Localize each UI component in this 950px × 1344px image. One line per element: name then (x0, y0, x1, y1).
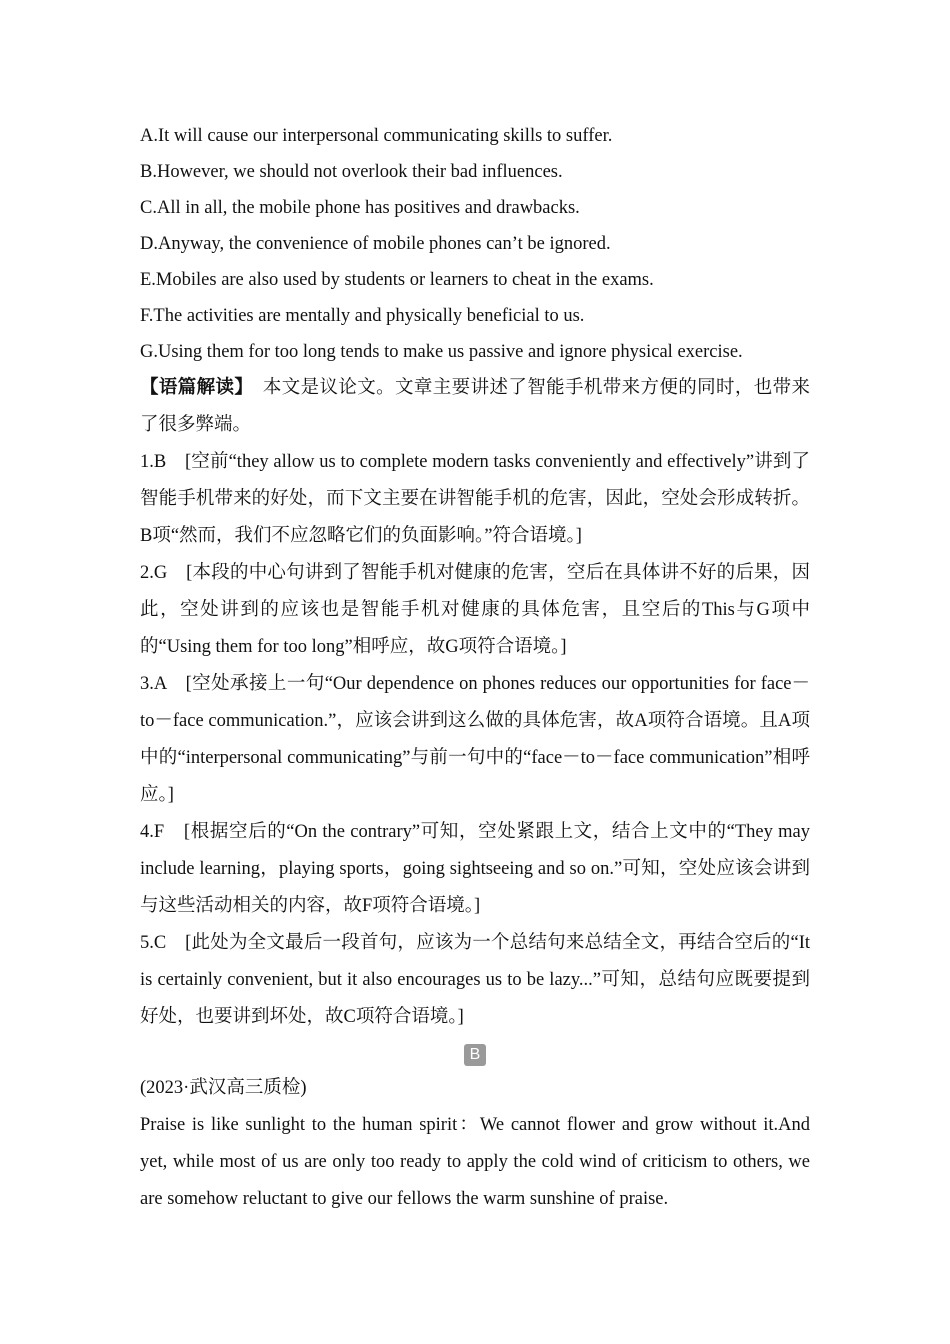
option-a: A.It will cause our interpersonal communicating skills to suffer. (140, 126, 613, 146)
answer-4: 4.F [根据空后的“On the contrary”可知，空处紧跟上文，结合上文中的“They may include learning，playing sports，going sightseeing and so on.”可知，空处应该会讲到与这些活动相关的内容，故F项符合语境。] (140, 822, 810, 916)
answer-1: 1.B [空前“they allow us to complete modern tasks conveniently and effectively”讲到了智能手机带来的好处，而下文主要在讲智能手机的危害，因此，空处会形成转折。B项“然而，我们不应忽略它们的负面影响。”符合语境。] (140, 452, 810, 546)
document-page (140, 118, 810, 1218)
section-badge: B (464, 1044, 486, 1066)
option-g: G.Using them for too long tends to make us passive and ignore physical exercise. (140, 342, 743, 362)
answer-2: 2.G [本段的中心句讲到了智能手机对健康的危害，空后在具体讲不好的后果，因此，空处讲到的应该也是智能手机对健康的具体危害，且空后的This与G项中的“Using them for too long”相呼应，故G项符合语境。] (140, 563, 810, 657)
analysis-text: 本文是议论文。文章主要讲述了智能手机带来方便的同时，也带来了很多弊端。 (140, 378, 810, 435)
option-d: D.Anyway, the convenience of mobile phones can’t be ignored. (140, 234, 611, 254)
passage-source: (2023·武汉高三质检) (140, 1078, 307, 1098)
option-b: B.However, we should not overlook their bad influences. (140, 162, 563, 182)
answer-5: 5.C [此处为全文最后一段首句，应该为一个总结句来总结全文，再结合空后的“It is certainly convenient, but it also encourages us to be lazy...”可知，总结句应既要提到好处，也要讲到坏处，故C项符合语境。] (140, 933, 810, 1027)
section-marker (140, 1036, 810, 1070)
option-e: E.Mobiles are also used by students or learners to cheat in the exams. (140, 270, 654, 290)
discourse-analysis (140, 370, 810, 444)
passage-text: Praise is like sunlight to the human spirit：We cannot flower and grow without it.And yet, while most of us are only too ready to apply the cold wind of criticism to others, we are somehow reluctant to give our fellows the warm sunshine of praise. (140, 1115, 810, 1209)
option-list (140, 118, 810, 370)
option-c: C.All in all, the mobile phone has positives and drawbacks. (140, 198, 580, 218)
answer-3: 3.A [空处承接上一句“Our dependence on phones reduces our opportunities for face－to－face communication.”，应该会讲到这么做的具体危害，故A项符合语境。且A项中的“interpersonal communicating”与前一句中的“face－to－face communication”相呼应。] (140, 674, 810, 805)
analysis-label: 【语篇解读】 (140, 378, 245, 398)
option-f: F.The activities are mentally and physically beneficial to us. (140, 306, 585, 326)
